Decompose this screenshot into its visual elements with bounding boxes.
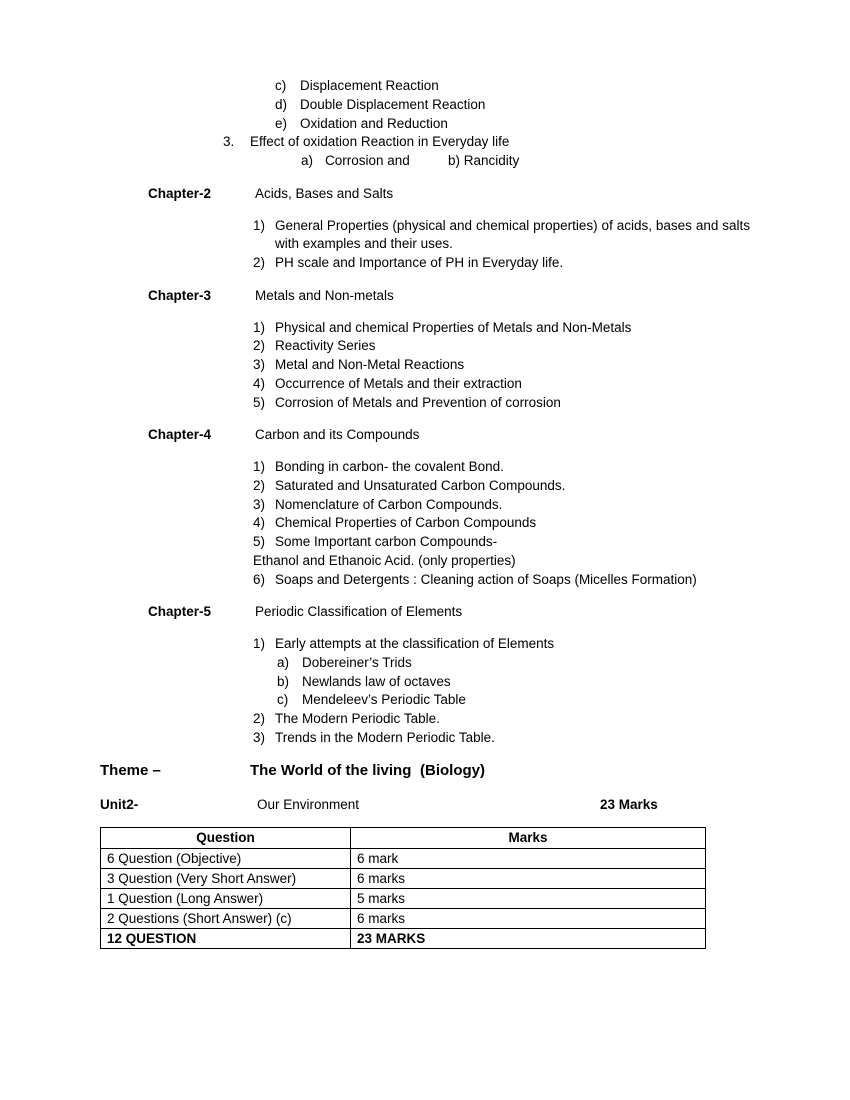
- chapter-label: Chapter-4: [148, 427, 212, 443]
- table-row: [101, 909, 706, 929]
- table-cell-total-marks: 23 MARKS: [351, 929, 706, 949]
- list-marker: 3): [253, 357, 266, 372]
- list-item: [0, 337, 850, 356]
- list-item-text: Soaps and Detergents : Cleaning action of Soaps (Micelles Formation): [275, 571, 697, 587]
- list-marker: a): [277, 654, 290, 670]
- chapter-heading: [0, 426, 850, 445]
- list-marker: 1): [253, 319, 266, 335]
- list-marker: 2): [253, 255, 266, 270]
- list-item: [0, 635, 850, 654]
- list-item-text: General Properties (physical and chemical properties) of acids, bases and salts with examples and their uses.: [275, 217, 750, 252]
- list-marker: 3): [253, 729, 266, 745]
- unit-title: Our Environment: [257, 796, 360, 812]
- table-cell-marks: 6 marks: [351, 869, 706, 889]
- list-item-text: Reactivity Series: [275, 338, 376, 354]
- list-marker: c): [277, 692, 289, 708]
- chapter-heading: [0, 287, 850, 306]
- list-item-text: Occurrence of Metals and their extraction: [275, 375, 522, 391]
- list-item: [0, 77, 850, 96]
- table-cell-marks: 6 mark: [351, 849, 706, 869]
- list-marker: e): [275, 115, 288, 131]
- list-item-continuation: [0, 552, 850, 571]
- list-item-text: Corrosion and: [325, 153, 410, 168]
- list-item-text: Some Important carbon Compounds-: [275, 534, 498, 549]
- list-item-text: The Modern Periodic Table.: [275, 711, 440, 726]
- list-marker: 3.: [223, 134, 235, 150]
- theme-heading: [0, 760, 850, 781]
- chapter-heading: [0, 603, 850, 622]
- list-item-text: Ethanol and Ethanoic Acid. (only properties): [253, 552, 516, 568]
- list-item: [0, 96, 850, 115]
- list-item: [0, 319, 850, 338]
- list-item: [0, 496, 850, 515]
- list-item: [0, 115, 850, 134]
- list-marker: 1): [253, 459, 266, 474]
- list-item-text: Displacement Reaction: [300, 78, 439, 93]
- list-item-text: Saturated and Unsaturated Carbon Compounds.: [275, 477, 566, 493]
- theme-title: The World of the living: [250, 761, 412, 779]
- theme-subject: (Biology): [420, 761, 485, 779]
- list-marker: d): [275, 96, 288, 112]
- list-item-text: Corrosion of Metals and Prevention of corrosion: [275, 394, 561, 410]
- table-row: [101, 849, 706, 869]
- unit-marks: 23 Marks: [600, 796, 658, 812]
- list-item-text: Bonding in carbon- the covalent Bond.: [275, 459, 504, 474]
- list-item: [0, 514, 850, 533]
- table-cell-marks: 6 marks: [351, 909, 706, 929]
- table-header-row: [101, 828, 706, 849]
- list-marker: 6): [253, 571, 266, 587]
- list-item-text: PH scale and Importance of PH in Everyday life.: [275, 255, 564, 270]
- list-item: [0, 133, 850, 152]
- list-marker: 2): [253, 338, 266, 354]
- table-cell-total-question: 12 QUESTION: [101, 929, 351, 949]
- list-item: [0, 710, 850, 729]
- list-marker: 4): [253, 375, 266, 391]
- table-row: [101, 869, 706, 889]
- table-cell-question: 6 Question (Objective): [101, 849, 351, 869]
- list-marker: 2): [253, 477, 266, 493]
- chapter-title: Acids, Bases and Salts: [255, 185, 394, 201]
- table-row: [101, 889, 706, 909]
- chapter-title: Periodic Classification of Elements: [255, 604, 463, 620]
- list-item-text: b) Rancidity: [448, 153, 520, 168]
- list-marker: a): [301, 153, 314, 168]
- chapter-label: Chapter-3: [148, 287, 212, 303]
- list-item: [0, 477, 850, 496]
- list-item-text: Dobereiner’s Trids: [302, 654, 412, 670]
- list-item-text: Trends in the Modern Periodic Table.: [275, 729, 495, 745]
- theme-label: Theme –: [100, 761, 161, 779]
- table-header-question: Question: [101, 828, 351, 849]
- list-item: [0, 533, 850, 552]
- list-item-text: Newlands law of octaves: [302, 673, 451, 689]
- list-marker: 3): [253, 496, 266, 512]
- list-marker: 5): [253, 394, 266, 410]
- table-cell-question: 3 Question (Very Short Answer): [101, 869, 351, 889]
- table-header-marks: Marks: [351, 828, 706, 849]
- chapter-label: Chapter-2: [148, 185, 212, 201]
- list-marker: 4): [253, 515, 266, 531]
- list-item-text: Physical and chemical Properties of Metals and Non-Metals: [275, 319, 632, 335]
- list-item-text: Mendeleev’s Periodic Table: [302, 692, 466, 708]
- list-item: [0, 654, 850, 673]
- list-item: [0, 394, 850, 413]
- list-marker: 1): [253, 217, 266, 233]
- list-item-text: Early attempts at the classification of Elements: [275, 636, 555, 651]
- chapter-item-list: [0, 319, 850, 413]
- unit-heading: [0, 796, 850, 815]
- list-item: [0, 254, 850, 273]
- list-item-text: Chemical Properties of Carbon Compounds: [275, 515, 537, 531]
- list-item: [0, 729, 850, 748]
- unit-label: Unit2-: [100, 796, 139, 812]
- list-item-text: Metal and Non-Metal Reactions: [275, 357, 465, 372]
- list-item-text: Oxidation and Reduction: [300, 115, 448, 131]
- chapter-title: Metals and Non-metals: [255, 287, 394, 303]
- chapter-title: Carbon and its Compounds: [255, 427, 420, 443]
- table-total-row: [101, 929, 706, 949]
- table-cell-question: 2 Questions (Short Answer) (c): [101, 909, 351, 929]
- list-marker: c): [275, 78, 287, 93]
- chapter-item-list: [0, 635, 850, 748]
- chapter-label: Chapter-5: [148, 604, 212, 620]
- chapter-item-list: [0, 458, 850, 589]
- list-item: [0, 571, 850, 590]
- list-marker: b): [277, 673, 290, 689]
- list-item: [0, 356, 850, 375]
- list-item: [0, 458, 850, 477]
- list-item: [0, 691, 850, 710]
- list-item: [0, 375, 850, 394]
- list-item: [0, 152, 850, 171]
- list-item: [0, 673, 850, 692]
- chapter-item-list: [0, 217, 850, 273]
- chapter-heading: [0, 185, 850, 204]
- list-marker: 1): [253, 636, 266, 651]
- list-item-text: Effect of oxidation Reaction in Everyday life: [250, 134, 510, 150]
- table-cell-marks: 5 marks: [351, 889, 706, 909]
- list-item-text: Double Displacement Reaction: [300, 96, 486, 112]
- list-marker: 5): [253, 534, 266, 549]
- list-item: [0, 217, 850, 255]
- list-item-text: Nomenclature of Carbon Compounds.: [275, 496, 503, 512]
- list-marker: 2): [253, 711, 266, 726]
- marks-table: [100, 827, 706, 949]
- table-cell-question: 1 Question (Long Answer): [101, 889, 351, 909]
